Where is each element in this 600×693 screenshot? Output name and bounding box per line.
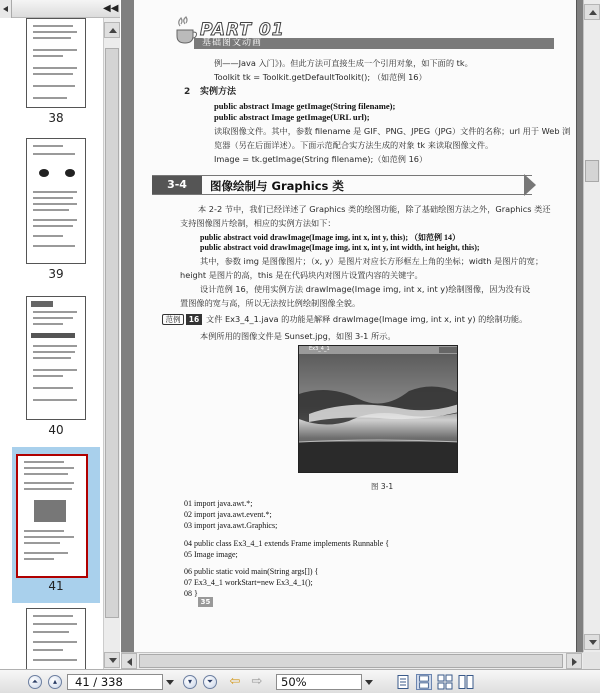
document-page bbox=[134, 0, 576, 652]
body-text: 本例所用的图像文件是 Sunset.jpg，如图 3-1 所示。 bbox=[200, 331, 396, 341]
thumbnail-scrollbar[interactable] bbox=[103, 18, 120, 669]
panel-left-arrow-icon[interactable] bbox=[0, 0, 12, 18]
body-text: 设计范例 16，使用实例方法 drawImage(Image img, int x, int y)绘制图像，因为没有设 bbox=[200, 284, 531, 294]
page-dropdown-icon[interactable] bbox=[163, 674, 177, 690]
scroll-left-icon[interactable] bbox=[121, 653, 137, 669]
last-page-button[interactable] bbox=[203, 675, 217, 689]
scrollbar-corner bbox=[583, 652, 600, 669]
figure-titlebar bbox=[299, 346, 458, 354]
example-badge: 范例 bbox=[162, 314, 184, 325]
code-line: 07 Ex3_4_1 workStart=new Ex3_4_1(); bbox=[184, 578, 313, 587]
body-text: 本 2-2 节中，我们已经详述了 Graphics 类的绘图功能，除了基础绘图方法之外，Graphics 类还 bbox=[198, 204, 551, 214]
code-line: 04 public class Ex3_4_1 extends Frame implements Runnable { bbox=[184, 539, 390, 548]
thumbnail-panel bbox=[0, 0, 120, 669]
code-line: Image = tk.getImage(String filename);（如范例 16） bbox=[214, 154, 428, 164]
figure-caption: 图 3-1 bbox=[371, 482, 394, 491]
thumbnail-page-42[interactable] bbox=[26, 608, 86, 669]
body-text: height 是图片的高，this 是在代码块内对图片设置内容的关键字。 bbox=[180, 270, 423, 280]
code-line: 02 import java.awt.event.*; bbox=[184, 510, 272, 519]
single-page-view-button[interactable] bbox=[395, 674, 411, 690]
thumbnail-label: 39 bbox=[48, 267, 64, 281]
figure-window-screenshot bbox=[298, 345, 458, 473]
continuous-view-button[interactable] bbox=[416, 674, 432, 690]
continuous-page-icon bbox=[417, 675, 431, 689]
code-line: 08 } bbox=[184, 589, 198, 598]
thumbnail-label: 41 bbox=[48, 579, 64, 593]
last-page-icon: ⏷ bbox=[206, 677, 214, 686]
example-number: 16 bbox=[186, 314, 202, 325]
thumbnail-label: 40 bbox=[48, 423, 64, 437]
facing-pages-icon bbox=[437, 674, 453, 690]
code-line: public abstract void drawImage(Image img, int x, int y, this); （如范例 14） bbox=[200, 233, 460, 242]
zoom-field[interactable]: 50% bbox=[276, 674, 362, 690]
next-page-icon: ▾ bbox=[187, 677, 192, 686]
window-controls-icon bbox=[439, 347, 457, 353]
facing-view-button[interactable] bbox=[437, 674, 453, 690]
subheading: 实例方法 bbox=[200, 87, 237, 97]
body-text: 置图像的宽与高，所以无法按比例绘制图像全貌。 bbox=[180, 298, 361, 308]
body-text: 读取图像文件。其中，参数 filename 是 GIF、PNG、JPEG（JPG）文件的名称；url 用于 Web 浏 bbox=[214, 126, 571, 136]
document-view[interactable] bbox=[121, 0, 583, 652]
continuous-facing-icon bbox=[458, 674, 474, 690]
scroll-down-icon[interactable] bbox=[584, 634, 600, 650]
scroll-down-icon[interactable] bbox=[104, 652, 120, 668]
body-text: 文件 Ex3_4_1.java 的功能是解释 drawImage(Image img, int x, int y) 的绘制功能。 bbox=[206, 314, 528, 324]
document-vertical-scrollbar[interactable] bbox=[583, 0, 600, 652]
figure-window-title: Ex3_4_1 bbox=[309, 346, 330, 352]
single-page-icon bbox=[395, 674, 411, 690]
step-number: 2 bbox=[184, 87, 191, 97]
section-title: 图像绘制与 Graphics 类 bbox=[210, 179, 344, 193]
scroll-up-icon[interactable] bbox=[584, 4, 600, 20]
next-page-button[interactable] bbox=[183, 675, 197, 689]
page-number: 35 bbox=[198, 597, 213, 607]
body-text: 其中，参数 img 是图像图片；（x, y）是图片对应长方形框左上角的坐标；width 是图片的宽； bbox=[200, 256, 544, 266]
document-vertical-scroll-thumb[interactable] bbox=[585, 160, 599, 182]
first-page-icon: ⏶ bbox=[31, 677, 39, 686]
part-subtitle: 基础图文动画 bbox=[202, 38, 263, 48]
code-line: 03 import java.awt.Graphics; bbox=[184, 521, 278, 530]
forward-button[interactable]: ⇨ bbox=[251, 674, 263, 689]
code-line: 05 Image image; bbox=[184, 550, 238, 559]
scroll-up-icon[interactable] bbox=[104, 22, 120, 38]
document-horizontal-scroll-thumb[interactable] bbox=[139, 654, 563, 668]
previous-page-button[interactable] bbox=[48, 675, 62, 689]
page-header bbox=[134, 0, 576, 52]
previous-page-icon: ▴ bbox=[52, 677, 57, 686]
code-line: Toolkit tk = Toolkit.getDefaultToolkit(); （如范例 16） bbox=[214, 72, 427, 82]
thumbnail-scroll-thumb[interactable] bbox=[105, 48, 119, 618]
thumbnail-list bbox=[0, 18, 105, 669]
thumbnail-page-41[interactable] bbox=[16, 454, 88, 578]
sunset-photo bbox=[299, 354, 458, 473]
zoom-dropdown-icon[interactable] bbox=[362, 674, 376, 690]
code-line: 01 import java.awt.*; bbox=[184, 499, 253, 508]
section-arrow-icon bbox=[524, 174, 536, 196]
document-horizontal-scrollbar[interactable] bbox=[121, 652, 583, 669]
collapse-panel-button[interactable]: ◀◀ bbox=[103, 3, 119, 14]
part-title: PART 01 bbox=[200, 20, 285, 40]
body-text: 览器（另在后面详述）。下面示范配合实方法生成的对象 tk 来读取图像文件。 bbox=[214, 140, 494, 150]
scroll-right-icon[interactable] bbox=[566, 653, 582, 669]
thumbnail-panel-header bbox=[0, 0, 120, 18]
code-line: public abstract void drawImage(Image img, int x, int y, int width, int height, this); bbox=[200, 243, 480, 252]
page-number-field[interactable]: 41 / 338 bbox=[67, 674, 163, 690]
body-text: 支持图像图片绘制，相应的实例方法如下： bbox=[180, 218, 336, 228]
back-button[interactable]: ⇦ bbox=[229, 674, 241, 689]
bottom-toolbar bbox=[0, 669, 600, 693]
body-text: 例——Java 入门》)。但此方法可直接生成一个引用对象，如下面的 tk。 bbox=[214, 58, 473, 68]
code-line: 06 public static void main(String args[]) { bbox=[184, 567, 319, 576]
first-page-button[interactable] bbox=[28, 675, 42, 689]
thumbnail-page-40[interactable] bbox=[26, 296, 86, 420]
thumbnail-label: 38 bbox=[48, 111, 64, 125]
code-line: public abstract Image getImage(String filename); bbox=[214, 101, 396, 111]
thumbnail-page-39[interactable] bbox=[26, 138, 86, 264]
continuous-facing-view-button[interactable] bbox=[458, 674, 474, 690]
thumbnail-page-38[interactable] bbox=[26, 18, 86, 108]
code-line: public abstract Image getImage(URL url); bbox=[214, 112, 370, 122]
section-number: 3-4 bbox=[152, 176, 202, 194]
